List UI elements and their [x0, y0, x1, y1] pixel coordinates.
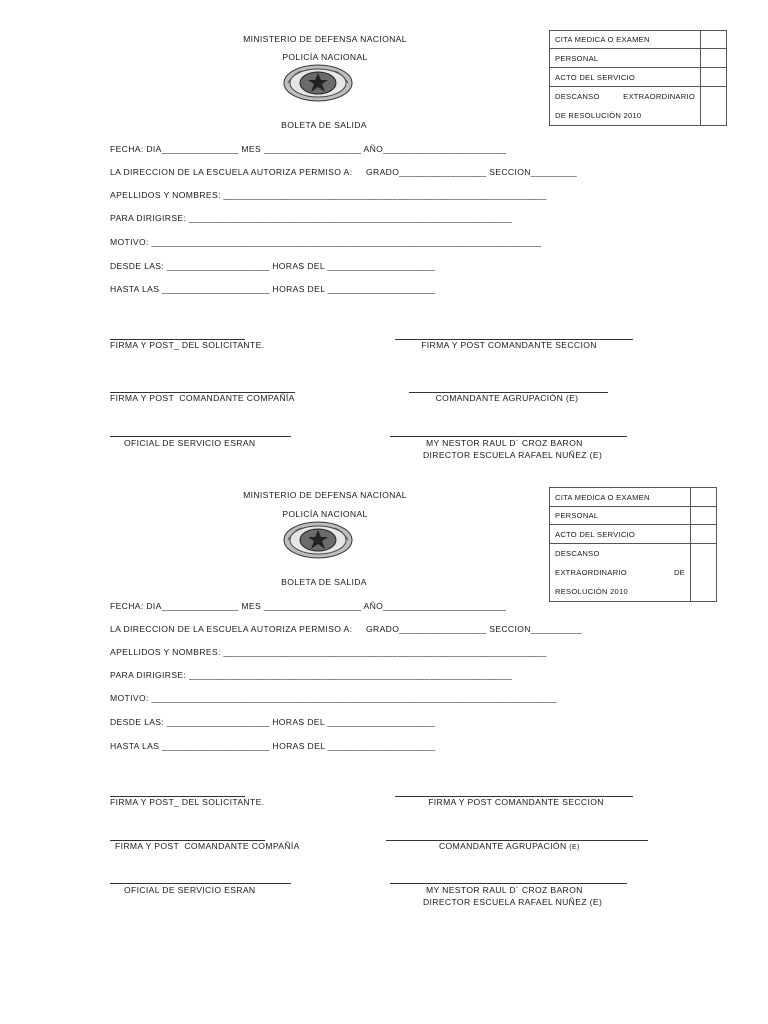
ministry-heading: MINISTERIO DE DEFENSA NACIONAL	[243, 34, 407, 44]
company-commander-label: FIRMA Y POST COMANDANTE COMPAÑÍA	[110, 393, 295, 403]
option-row	[550, 544, 717, 602]
option-checkbox[interactable]	[691, 544, 717, 602]
company-commander-label: FIRMA Y POST COMANDANTE COMPAÑÍA	[115, 841, 300, 851]
police-heading: POLICÍA NACIONAL	[282, 509, 368, 519]
section-commander-label: FIRMA Y POST COMANDANTE SECCION	[428, 797, 604, 807]
police-emblem-icon	[282, 520, 354, 560]
until-time-field[interactable]: HASTA LAS _____________________ HORAS DEL _____________________	[110, 741, 436, 751]
duty-officer-label: OFICIAL DE SERVICIO ESRAN	[124, 885, 256, 895]
police-heading: POLICÍA NACIONAL	[282, 52, 368, 62]
slip-title: BOLETA DE SALIDA	[281, 120, 367, 130]
director-title: DIRECTOR ESCUELA RAFAEL NUÑEZ (E)	[423, 450, 603, 460]
signature-line[interactable]	[390, 883, 627, 884]
applicant-signature-label: FIRMA Y POST_ DEL SOLICITANTE.	[110, 340, 265, 350]
group-commander-label: COMANDANTE AGRUPACIÓN (E)	[439, 841, 580, 851]
reason-field[interactable]: MOTIVO: ____________________________________________________________________________	[110, 237, 542, 247]
authorization-field[interactable]: LA DIRECCION DE LA ESCUELA AUTORIZA PERMISO A: GRADO_________________ SECCION__________	[110, 624, 583, 634]
option-label: DESCANSO EXTRAORDINARIO DE RESOLUCIÓN 2010	[550, 544, 691, 602]
ministry-heading: MINISTERIO DE DEFENSA NACIONAL	[243, 490, 407, 500]
option-label: PERSONAL	[550, 49, 701, 68]
date-field[interactable]: FECHA: DIA_______________ MES ___________________ AÑO________________________	[110, 144, 507, 154]
director-name: MY NESTOR RAUL D´ CROZ BARON	[426, 885, 583, 895]
option-row	[550, 488, 717, 507]
group-commander-label: COMANDANTE AGRUPACIÓN (E)	[435, 393, 579, 403]
option-row	[550, 507, 717, 525]
option-label: PERSONAL	[550, 507, 691, 525]
names-field[interactable]: APELLIDOS Y NOMBRES: _______________________________________________________________	[110, 190, 547, 200]
authorization-field[interactable]: LA DIRECCION DE LA ESCUELA AUTORIZA PERMISO A: GRADO_________________ SECCION_________	[110, 167, 577, 177]
option-label: CITA MEDICA O EXAMEN	[550, 31, 701, 49]
destination-field[interactable]: PARA DIRIGIRSE: _______________________________________________________________	[110, 670, 513, 680]
slip-title: BOLETA DE SALIDA	[281, 577, 367, 587]
option-checkbox[interactable]	[691, 525, 717, 544]
option-label: ACTO DEL SERVICIO	[550, 68, 701, 87]
applicant-signature-label: FIRMA Y POST_ DEL SOLICITANTE.	[110, 797, 265, 807]
reason-field[interactable]: MOTIVO: _______________________________________________________________________________	[110, 693, 557, 703]
from-time-field[interactable]: DESDE LAS: ____________________ HORAS DEL _____________________	[110, 717, 436, 727]
signature-line[interactable]	[110, 883, 291, 884]
section-commander-label: FIRMA Y POST COMANDANTE SECCION	[421, 340, 597, 350]
reason-options-table	[549, 487, 717, 602]
option-label: CITA MEDICA O EXAMEN	[550, 488, 691, 507]
date-field[interactable]: FECHA: DIA_______________ MES ___________________ AÑO________________________	[110, 601, 507, 611]
until-time-field[interactable]: HASTA LAS _____________________ HORAS DEL _____________________	[110, 284, 436, 294]
destination-field[interactable]: PARA DIRIGIRSE: _______________________________________________________________	[110, 213, 513, 223]
names-field[interactable]: APELLIDOS Y NOMBRES: _______________________________________________________________	[110, 647, 547, 657]
option-checkbox[interactable]	[691, 507, 717, 525]
option-row	[550, 525, 717, 544]
duty-officer-label: OFICIAL DE SERVICIO ESRAN	[124, 438, 256, 448]
director-name: MY NESTOR RAUL D´ CROZ BARON	[426, 438, 583, 448]
option-checkbox[interactable]	[691, 488, 717, 507]
option-label: DESCANSO EXTRAORDINARIO DE RESOLUCIÓN 2010	[550, 87, 701, 126]
director-title: DIRECTOR ESCUELA RAFAEL NUÑEZ (E)	[423, 897, 603, 907]
option-label: ACTO DEL SERVICIO	[550, 525, 691, 544]
from-time-field[interactable]: DESDE LAS: ____________________ HORAS DEL _____________________	[110, 261, 436, 271]
